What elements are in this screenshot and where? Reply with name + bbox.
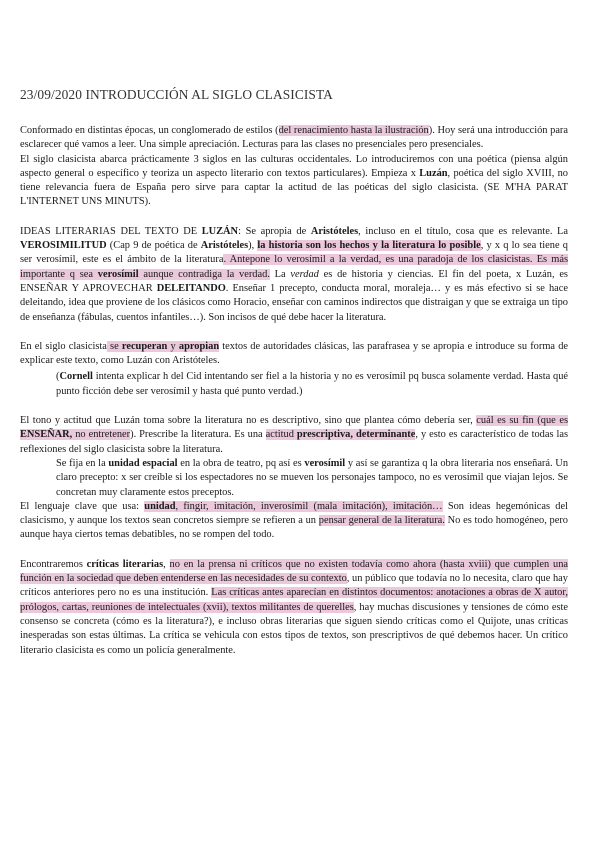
highlight: cuál es su fin (que es ENSEÑAR, no entretener	[20, 415, 568, 441]
paragraph-lenguaje: El lenguaje clave que usa: unidad, fingir, imitación, inverosímil (mala imitación), imitación… Son ideas hegemónicas del clasicismo, y aunque los textos sean concretos siempre se refieren a un pensar general de la literatura. No es todo homogéneo, pero aunque haya ciertos temas debatibles, no se rompen del todo.	[20, 500, 569, 541]
paragraph-recuperan: En el siglo clasicista se recuperan y apropian textos de autoridades clásicas, las parafrasea y se apropia e introduce su forma de explicar este texto, como Luzán con Aristóteles.	[20, 340, 569, 367]
highlight: no en la prensa ni críticos que no existen todavía como ahora (hasta xviii) que cumplen una función en la sociedad que deben entenderse en las necesidades de su contexto	[20, 558, 569, 585]
paragraph-intro: Conformado en distintas épocas, un conglomerado de estilos (del renacimiento hasta la ilustración). Hoy será una introducción para esclarecer qué vamos a leer. Una simple apreciación. Lecturas para las clases no presenciales pero presenciales.	[20, 125, 568, 151]
paragraph-cornell: (Cornell intenta explicar h del Cid intentando ser fiel a la historia y no es verosímil pq busca solamente verdad. Hasta qué punto ficción debe ser verosímil y hasta qué punto verdad.)	[56, 371, 568, 397]
paragraph-criticas: Encontraremos críticas literarias, no en la prensa ni críticos que no existen todavía como ahora (hasta xviii) que cumplen una función en la sociedad que deben entenderse en las necesidades de su contexto, un público que todavía no lo necesita, claro que hay críticos anteriores pero no es una institución. Las críticas antes aparecían en distintos documentos: anotaciones a obras de X autor, prólogos, cartas, reuniones de intelectuales (xvii), textos militantes de querelles, hay muchas discusiones y tensiones de cómo este consenso se concreta (cómo es la literatura?), e incluso obras literarias que siguen siendo críticas como el Quijote, unas críticas inesperadas son estas últimas. La crítica se vehicula con estos tipos de textos, son prescriptivos de qué debemos hacer. Un crítico literario clasicista es como un policía generalmente.	[20, 558, 569, 656]
paragraph-tono: El tono y actitud que Luzán toma sobre la literatura no es descriptivo, sino que plantea cómo debería ser, cuál es su fin (que es ENSEÑAR, no entretener). Prescribe la literatura. Es una actitud prescriptiva, determinante, y esto es característico de todas las reflexiones del siglo clasicista sobre la literatura.	[20, 415, 569, 455]
page-title: 23/09/2020 INTRODUCCIÓN AL SIGLO CLASICISTA	[20, 87, 333, 102]
paragraph-unidad-espacial: Se fija en la unidad espacial en la obra de teatro, pq así es verosímil y así se garantiza q la obra literaria nos enseñará. Un claro precepto: x ser creíble si los espectadores no se mueven los personajes tampoco, no es verosímil que viajan lejos. Se concretan muy claramente estos preceptos.	[56, 457, 569, 498]
highlight: Es más importante q sea verosímil aunque contradiga la verdad.	[20, 254, 569, 280]
highlight: unidad, fingir, imitación, inverosímil (mala imitación), imitación…	[144, 500, 443, 512]
highlight: la historia son los hechos y la literatura lo posible	[257, 240, 481, 252]
highlight: del renacimiento hasta la ilustración	[278, 125, 429, 136]
paragraph-ideas-luzan: IDEAS LITERARIAS DEL TEXTO DE LUZÁN: Se apropia de Aristóteles, incluso en el título, cosa que es relevante. La VEROSIMILITUD (Cap 9 de poética de Aristóteles), la historia son los hechos y la literatura lo posible, y x q lo sea tiene q ser verosímil, este es el ámbito de la literatura. Antepone lo verosímil a la verdad, es una paradoja de los clasicistas. Es más importante q sea verosímil aunque contradiga la verdad. La verdad es de historia y ciencias. El fin del poeta, x Luzán, es ENSEÑAR Y APROVECHAR DELEITANDO. Enseñar 1 precepto, conducta moral, moraleja… y es más efectivo si se hace deleitando, idea que proviene de los clásicos como Horacio, enseñar con caminos indirectos que distraigan y que se extraiga un tipo de enseñanza (fábulas, cuentos infantiles…). Son incisos de qué debe hacer la literatura.	[20, 225, 569, 323]
highlight: Las críticas antes aparecían en distintos documentos: anotaciones a obras de X autor, prólogos, cartas, reuniones de intelectuales (xvii), textos militantes de querelles	[20, 587, 568, 613]
paragraph-siglo: El siglo clasicista abarca prácticamente 3 siglos en las culturas occidentales. Lo introduciremos con una poética (piensa algún aspecto general o específico y teoriza un aspecto literario con textos particulares). Empieza x Luzán, poética del siglo XVIII, no tiene relevancia fuera de España pero sirve para captar la actitud de las poéticas del siglo clasicista. (SE M'HA PARAT L'INTERNET UNS MINUTS).	[20, 153, 569, 208]
highlight: pensar general de la literatura.	[318, 515, 445, 527]
highlight: . Antepone lo verosímil a la verdad, es una paradoja de los clasicistas.	[223, 254, 537, 266]
highlight: actitud prescriptiva, determinante	[265, 429, 416, 441]
document-body	[20, 124, 568, 658]
highlight: se recuperan y apropian	[106, 340, 220, 352]
